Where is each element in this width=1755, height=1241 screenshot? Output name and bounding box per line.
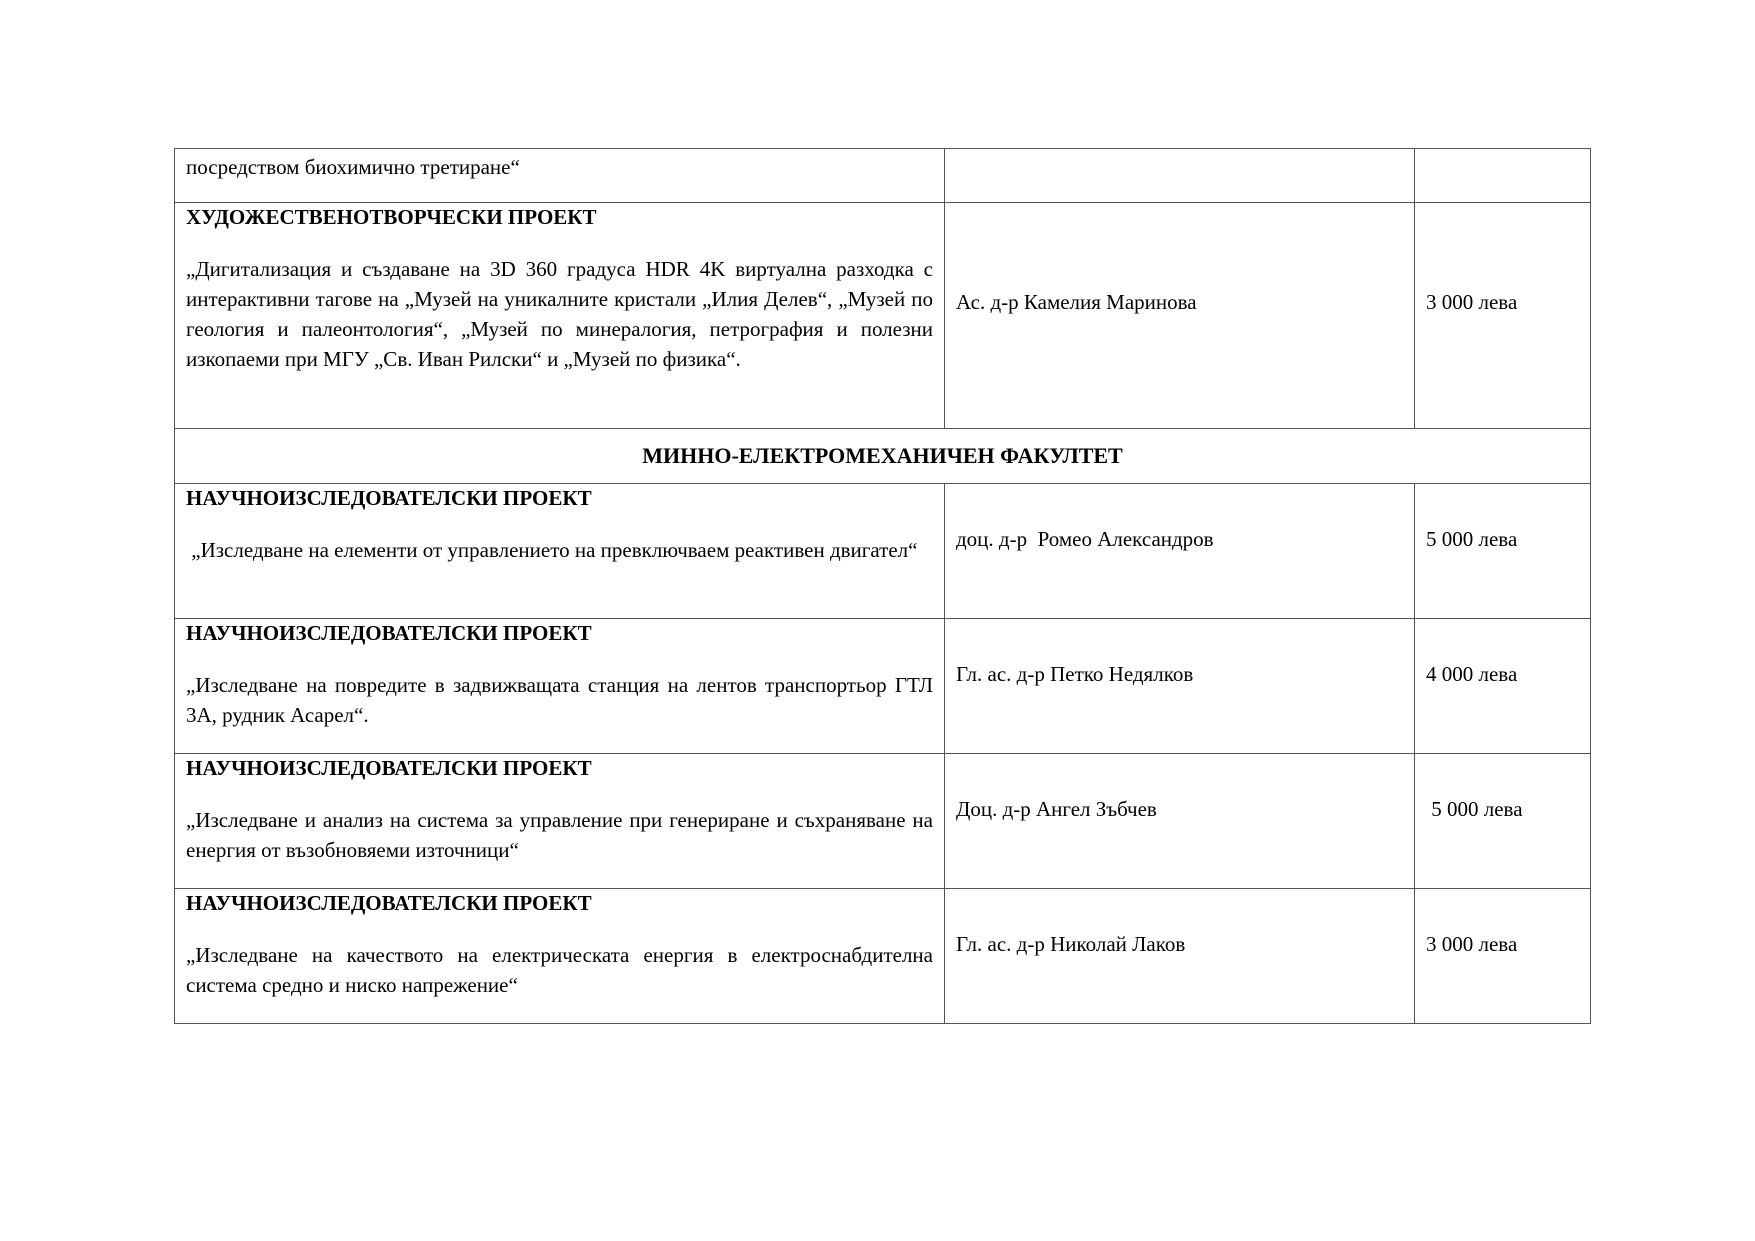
project-kind: НАУЧНОИЗСЛЕДОВАТЕЛСКИ ПРОЕКТ (186, 486, 592, 510)
project-cell (175, 203, 945, 429)
table-row (175, 203, 1591, 429)
project-title: „Изследване на качеството на електрическата енергия в електроснабдителна система средно и ниско напрежение“ (186, 943, 933, 997)
project-cell (175, 619, 945, 754)
leader-cell (945, 203, 1415, 429)
table-row (175, 149, 1591, 203)
amount-cell (1415, 484, 1591, 619)
projects-table (174, 148, 1591, 1024)
project-leader: Ас. д-р Камелия Маринова (956, 290, 1197, 314)
project-leader: Доц. д-р Ангел Зъбчев (956, 797, 1157, 821)
project-cell (175, 754, 945, 889)
leader-cell (945, 484, 1415, 619)
project-title: „Изследване на елементи от управлението на превключваем реактивен двигател“ (186, 538, 918, 562)
amount-cell (1415, 889, 1591, 1024)
project-kind: ХУДОЖЕСТВЕНОТВОРЧЕСКИ ПРОЕКТ (186, 205, 597, 229)
project-amount: 5 000 лева (1426, 797, 1523, 821)
leader-cell (945, 149, 1415, 203)
project-title: „Изследване на повредите в задвижващата станция на лентов транспортьор ГТЛ 3А, рудник Асарел“. (186, 673, 933, 727)
project-leader: Гл. ас. д-р Николай Лаков (956, 932, 1186, 956)
project-cell (175, 889, 945, 1024)
table-row (175, 429, 1591, 484)
leader-cell (945, 889, 1415, 1024)
project-amount: 5 000 лева (1426, 527, 1518, 551)
project-kind: НАУЧНОИЗСЛЕДОВАТЕЛСКИ ПРОЕКТ (186, 756, 592, 780)
project-cell (175, 484, 945, 619)
table-row (175, 619, 1591, 754)
project-title: „Изследване и анализ на система за управление при генериране и съхраняване на енергия от възобновяеми източници“ (186, 808, 933, 862)
project-amount: 3 000 лева (1426, 290, 1518, 314)
amount-cell (1415, 754, 1591, 889)
table-row (175, 889, 1591, 1024)
project-leader: доц. д-р Ромео Александров (956, 527, 1214, 551)
project-amount: 3 000 лева (1426, 932, 1518, 956)
project-cell (175, 149, 945, 203)
faculty-heading: МИННО-ЕЛЕКТРОМЕХАНИЧЕН ФАКУЛТЕТ (175, 429, 1591, 484)
project-title: „Дигитализация и създаване на 3D 360 градуса HDR 4K виртуална разходка с интерактивни тагове на „Музей на уникалните кристали „Илия Делев“, „Музей по геология и палеонтология“, „Музей по минералогия, петрография и полезни изкопаеми при МГУ „Св. Иван Рилски“ и „Музей по физика“. (186, 257, 933, 371)
project-kind: НАУЧНОИЗСЛЕДОВАТЕЛСКИ ПРОЕКТ (186, 891, 592, 915)
project-kind: НАУЧНОИЗСЛЕДОВАТЕЛСКИ ПРОЕКТ (186, 621, 592, 645)
table-row (175, 484, 1591, 619)
leader-cell (945, 619, 1415, 754)
project-amount: 4 000 лева (1426, 662, 1518, 686)
table-row (175, 754, 1591, 889)
leader-cell (945, 754, 1415, 889)
project-title: посредством биохимично третиране“ (186, 155, 520, 179)
project-leader: Гл. ас. д-р Петко Недялков (956, 662, 1194, 686)
amount-cell (1415, 619, 1591, 754)
amount-cell (1415, 149, 1591, 203)
amount-cell (1415, 203, 1591, 429)
